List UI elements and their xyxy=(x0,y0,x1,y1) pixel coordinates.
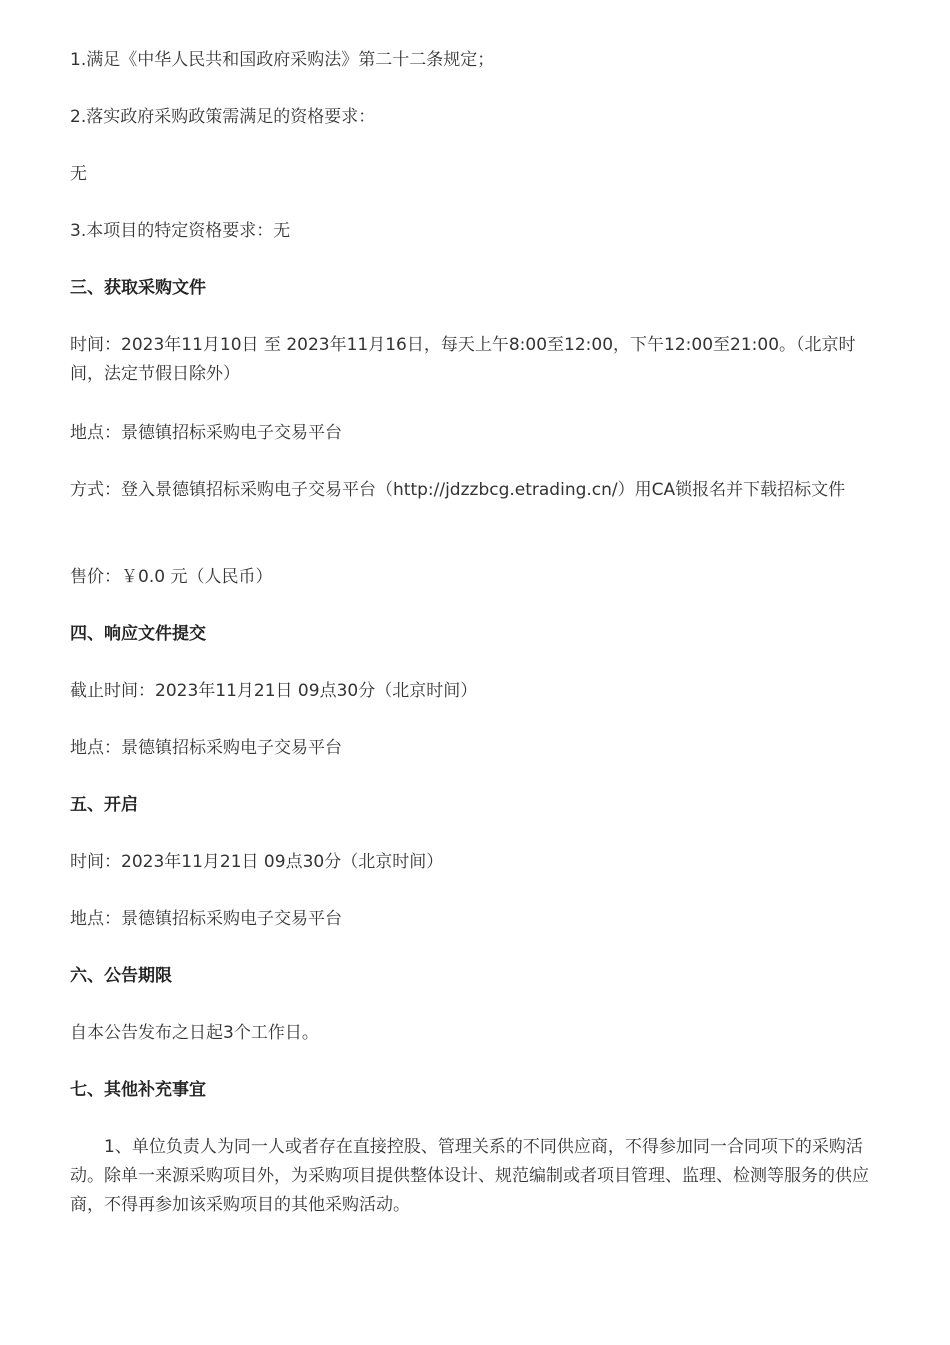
obtain-documents-price: 售价：￥0.0 元（人民币） xyxy=(70,567,273,587)
opening-time: 时间：2023年11月21日 09点30分（北京时间） xyxy=(70,852,444,872)
section-heading-submission: 四、响应文件提交 xyxy=(70,624,206,644)
qualification-item-2-value: 无 xyxy=(70,164,87,184)
qualification-item-2: 2.落实政府采购政策需满足的资格要求： xyxy=(70,107,376,127)
obtain-documents-method: 方式：登入景德镇招标采购电子交易平台（http://jdzzbcg.etrading.cn/）用CA锁报名并下载招标文件 xyxy=(70,480,846,500)
section-heading-opening: 五、开启 xyxy=(70,795,138,815)
announcement-period-content: 自本公告发布之日起3个工作日。 xyxy=(70,1023,319,1043)
section-heading-announcement-period: 六、公告期限 xyxy=(70,966,172,986)
qualification-item-3: 3.本项目的特定资格要求：无 xyxy=(70,221,291,241)
section-heading-obtain-documents: 三、获取采购文件 xyxy=(70,278,206,298)
obtain-documents-place: 地点：景德镇招标采购电子交易平台 xyxy=(70,423,342,443)
submission-deadline: 截止时间：2023年11月21日 09点30分（北京时间） xyxy=(70,681,478,701)
other-matters-item-1: 1、单位负责人为同一人或者存在直接控股、管理关系的不同供应商，不得参加同一合同项下的采购活动。除单一来源采购项目外，为采购项目提供整体设计、规范编制或者项目管理、监理、检测等服务的供应商，不得再参加该采购项目的其他采购活动。 xyxy=(70,1137,869,1215)
submission-place: 地点：景德镇招标采购电子交易平台 xyxy=(70,738,342,758)
qualification-item-1: 1.满足《中华人民共和国政府采购法》第二十二条规定； xyxy=(70,50,495,70)
opening-place: 地点：景德镇招标采购电子交易平台 xyxy=(70,909,342,929)
section-heading-other-matters: 七、其他补充事宜 xyxy=(70,1080,206,1100)
obtain-documents-time: 时间：2023年11月10日 至 2023年11月16日，每天上午8:00至12:00，下午12:00至21:00。（北京时间，法定节假日除外） xyxy=(70,335,856,384)
